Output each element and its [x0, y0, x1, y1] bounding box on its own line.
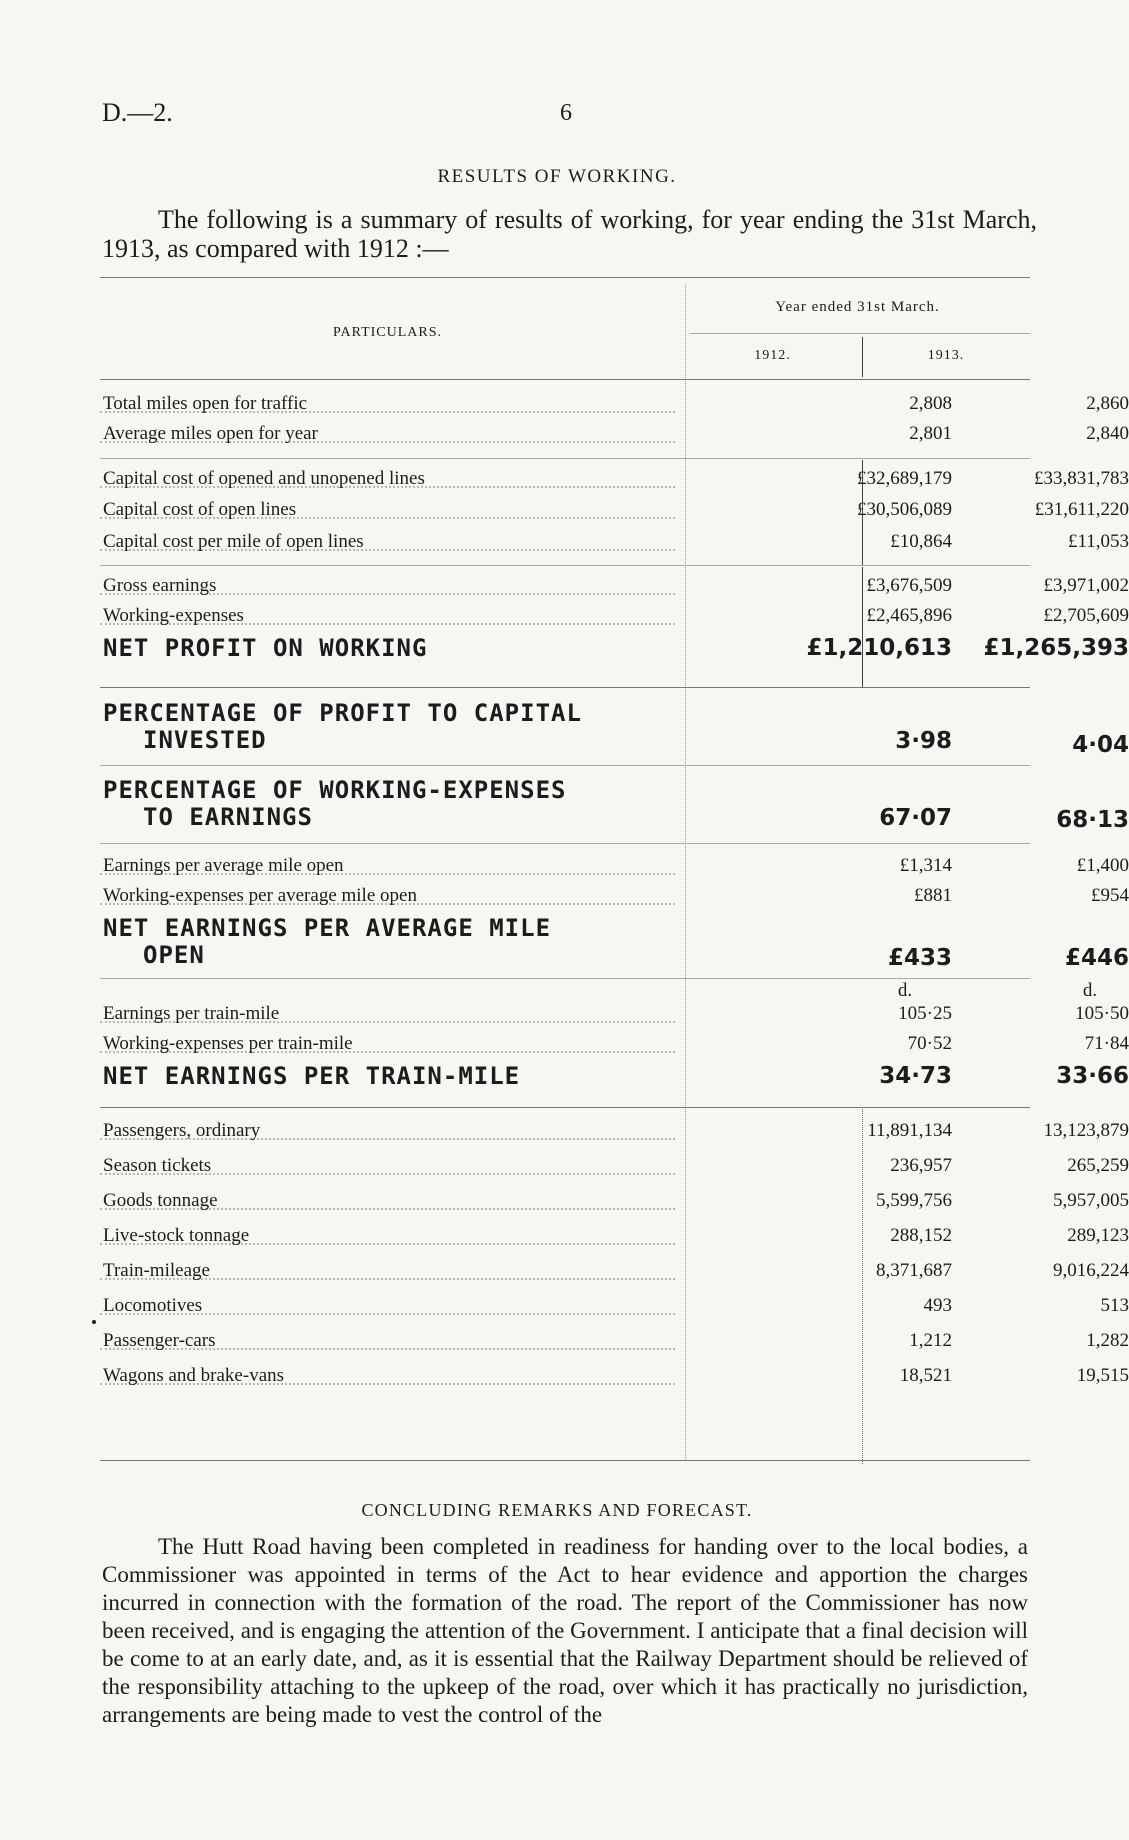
row-label [103, 915, 551, 969]
header-bottom-rule [100, 379, 1030, 380]
unit-pence-1912: d. [897, 980, 913, 1001]
group-rule [100, 565, 1030, 566]
value-1913: 13,123,879 [1043, 1120, 1129, 1141]
group-rule [100, 1107, 1030, 1108]
row-label: Wagons and brake-vans [103, 1365, 285, 1386]
value-1912: £881 [914, 885, 952, 906]
value-1913: 71·84 [1084, 1033, 1129, 1054]
value-1913: £1,400 [1076, 855, 1129, 876]
value-1912: 2,801 [909, 423, 952, 444]
row-label: Season tickets [103, 1155, 212, 1176]
value-1912: £30,506,089 [857, 499, 952, 520]
table-top-rule [100, 277, 1030, 278]
value-1913: £33,831,783 [1034, 468, 1129, 489]
value-1913: £446 [1064, 945, 1129, 971]
row-label: Average miles open for year [103, 423, 318, 444]
value-1913: 2,840 [1086, 423, 1129, 444]
row-label: Earnings per average mile open [103, 855, 344, 876]
row-label: Capital cost of open lines [103, 499, 297, 520]
value-1912: 3·98 [895, 728, 952, 754]
row-label: Gross earnings [103, 575, 217, 596]
row-label: Working-expenses per train-mile [103, 1033, 353, 1054]
value-1913: £11,053 [1067, 531, 1129, 552]
group-rule [100, 765, 1030, 766]
row-label [103, 700, 582, 754]
value-1913: £1,265,393 [983, 635, 1129, 661]
value-1913: 19,515 [1076, 1365, 1129, 1386]
row-label-line-2: INVESTED [143, 726, 267, 754]
row-label: Locomotives [103, 1295, 203, 1316]
group-rule [100, 978, 1030, 979]
value-1913: 513 [1100, 1295, 1129, 1316]
row-label: Working-expenses per average mile open [103, 885, 417, 906]
value-1913: 33·66 [1056, 1063, 1129, 1089]
value-1912: 236,957 [890, 1155, 952, 1176]
value-1912: 11,891,134 [867, 1120, 952, 1141]
section-title: RESULTS OF WORKING. [437, 166, 677, 187]
row-label: Train-mileage [103, 1260, 210, 1281]
unit-pence-1913: d. [1082, 980, 1098, 1001]
header-divider [690, 333, 1030, 334]
value-1913: 68·13 [1056, 807, 1129, 833]
row-label: Goods tonnage [103, 1190, 218, 1211]
value-1913: £954 [1091, 885, 1129, 906]
page-number: 6 [560, 100, 572, 126]
value-1913: 4·04 [1072, 732, 1129, 758]
document-reference: D.—2. [102, 98, 173, 127]
value-1912: 5,599,756 [876, 1190, 952, 1211]
value-1913: £2,705,609 [1043, 605, 1129, 626]
group-rule [100, 458, 1030, 459]
value-1912: 18,521 [899, 1365, 952, 1386]
group-rule [100, 843, 1030, 844]
column-header-1912: 1912. [754, 348, 791, 363]
value-1913: £31,611,220 [1034, 499, 1129, 520]
value-1912: £1,314 [899, 855, 952, 876]
row-label: Working-expenses [103, 605, 244, 626]
value-1913: 5,957,005 [1053, 1190, 1129, 1211]
intro-paragraph: The following is a summary of results of working, for year ending the 31st March, 1913, as compared with 1912 :— [102, 205, 1037, 263]
value-1912: £10,864 [890, 531, 952, 552]
column-header-1913: 1913. [927, 348, 965, 363]
value-1912: 2,808 [909, 393, 952, 414]
conclusion-paragraph: The Hutt Road having been completed in readiness for handing over to the local bodies, a Commissioner was appointed in terms of the Act to hear evidence and apportion the charges incurred in connection with the formation of the road. The report of the Commissioner has now been received, and is engaging the attention of the Government. I anticipate that a final decision will be come to at an early date, and, as it is essential that the Railway Department should be relieved of the responsibility attaching to the upkeep of the road, over which it has practically no jurisdiction, arrangements are being made to vest the control of the [102, 1534, 1028, 1727]
value-1912: £3,676,509 [866, 575, 952, 596]
value-1913: 1,282 [1086, 1330, 1129, 1351]
value-1913: 105·50 [1075, 1003, 1129, 1024]
value-1912: 70·52 [907, 1033, 952, 1054]
group-rule [100, 687, 1030, 688]
results-table [100, 275, 1129, 1465]
stray-mark [92, 1320, 96, 1324]
row-label: Live-stock tonnage [103, 1225, 250, 1246]
row-label [103, 777, 566, 831]
value-1913: 289,123 [1067, 1225, 1129, 1246]
value-1913: 2,860 [1086, 393, 1129, 414]
row-label-line-1: PERCENTAGE OF WORKING-EXPENSES [103, 776, 567, 804]
conclusion-title: CONCLUDING REMARKS AND FORECAST. [361, 1500, 753, 1520]
value-1912: 8,371,687 [876, 1260, 952, 1281]
row-label: Passenger-cars [103, 1330, 216, 1351]
value-1913: £3,971,002 [1043, 575, 1129, 596]
value-1912: £433 [887, 945, 952, 971]
row-label: NET EARNINGS PER TRAIN-MILE [103, 1062, 521, 1090]
row-label: Capital cost of opened and unopened lines [103, 468, 425, 489]
row-label: Total miles open for traffic [103, 393, 308, 414]
value-1912: £32,689,179 [857, 468, 952, 489]
value-1912: £1,210,613 [806, 635, 952, 661]
value-1912: £2,465,896 [866, 605, 952, 626]
year-ended-header: Year ended 31st March. [775, 299, 940, 315]
particulars-header: PARTICULARS. [332, 325, 443, 340]
row-label: Passengers, ordinary [103, 1120, 261, 1141]
value-1912: 288,152 [890, 1225, 952, 1246]
table-bottom-rule [100, 1460, 1030, 1461]
row-label: Earnings per train-mile [103, 1003, 280, 1024]
value-1913: 9,016,224 [1053, 1260, 1129, 1281]
value-1912: 1,212 [909, 1330, 952, 1351]
row-label-line-1: NET EARNINGS PER AVERAGE MILE [103, 914, 552, 942]
value-1912: 67·07 [879, 805, 952, 831]
row-label: Capital cost per mile of open lines [103, 531, 364, 552]
value-1912: 105·25 [898, 1003, 952, 1024]
row-label: NET PROFIT ON WORKING [103, 634, 428, 662]
row-label-line-2: TO EARNINGS [143, 803, 313, 831]
value-1913: 265,259 [1067, 1155, 1129, 1176]
value-1912: 493 [923, 1295, 952, 1316]
value-1912: 34·73 [879, 1063, 952, 1089]
column-divider-mid-header [862, 337, 863, 377]
row-label-line-1: PERCENTAGE OF PROFIT TO CAPITAL [103, 699, 582, 727]
row-label-line-2: OPEN [143, 941, 205, 969]
